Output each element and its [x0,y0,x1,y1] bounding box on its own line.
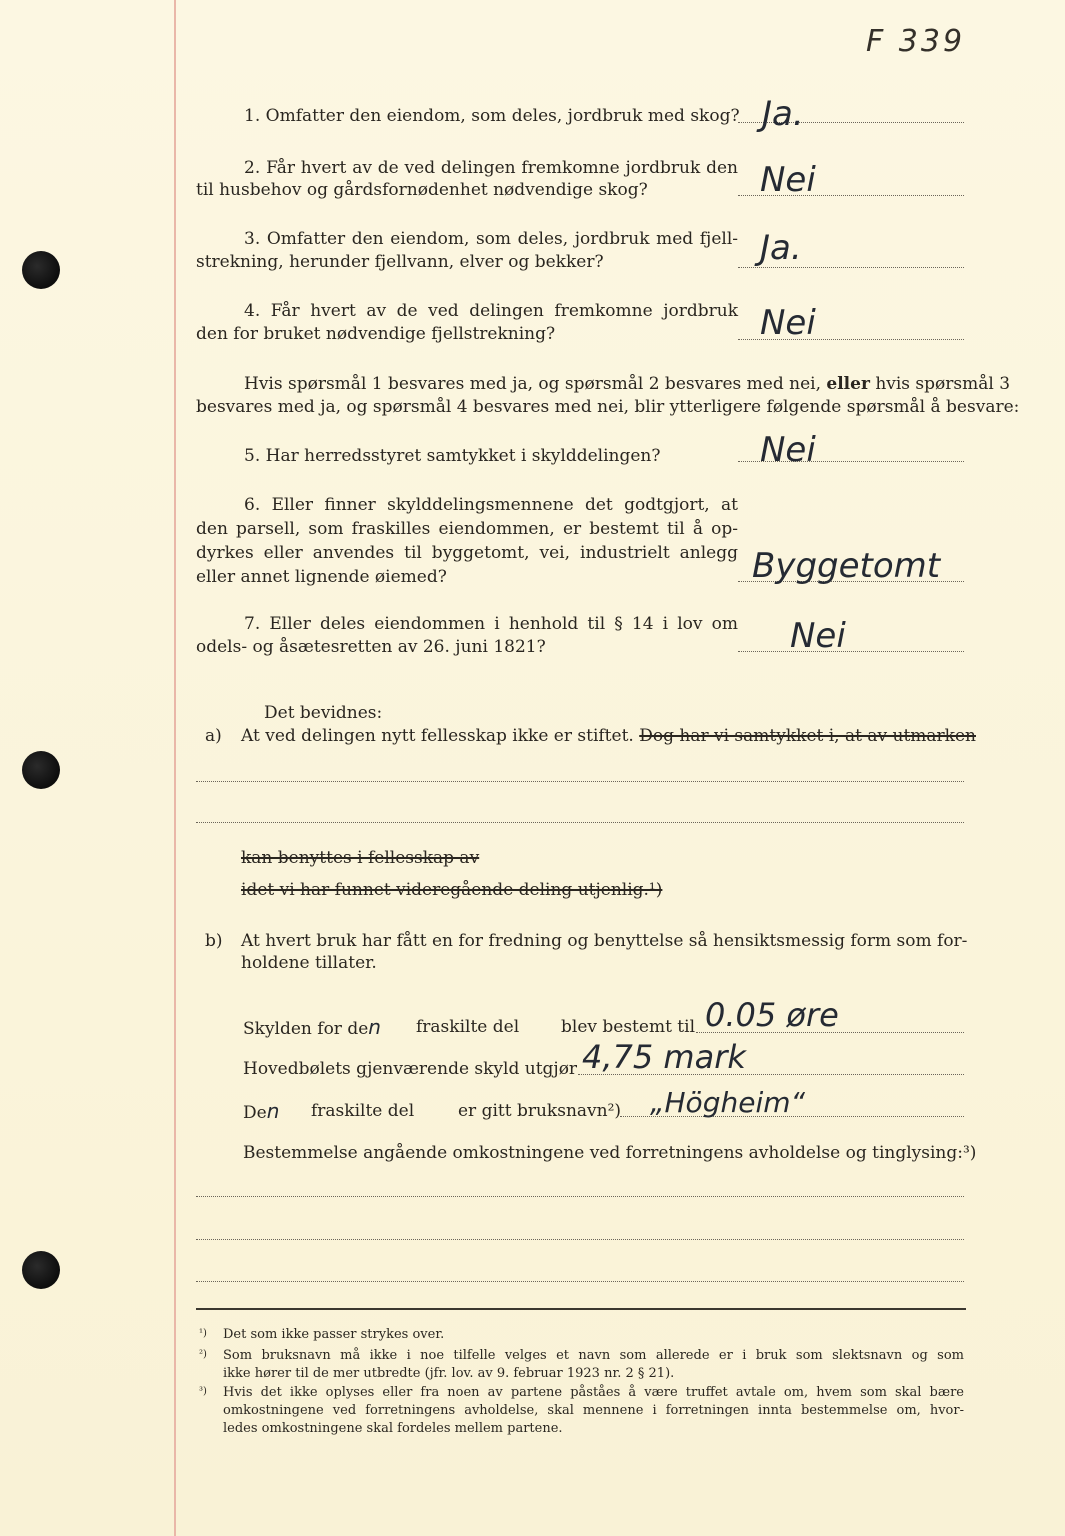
question-1: 1. Omfatter den eiendom, som deles, jordbruk med skog? [244,106,740,126]
attest-a-label: a) [205,726,222,746]
folio-number: F 339 [866,24,966,59]
skyld-row1-label2: fraskilte del [416,1017,520,1037]
question-6-line3: dyrkes eller anvendes til byggetomt, vei, industrielt anlegg [196,543,738,563]
attest-b-line2: holdene tillater. [241,953,377,973]
footnote-3-line1: Hvis det ikke oplyses eller fra noen av partene påståes å være truffet avtale om, hvem som skal bære [223,1385,964,1400]
conditional-line2: besvares med ja, og spørsmål 4 besvares med nei, blir ytterligere følgende spørsmål å besvare: [196,397,1020,417]
answer-5: Nei [760,430,816,470]
question-3-line2: strekning, herunder fjellvann, elver og bekker? [196,252,604,272]
blank-line-b3 [196,1281,964,1282]
question-6-line2: den parsell, som fraskilles eiendommen, er bestemt til å op- [196,519,738,539]
footnote-1-line1: Det som ikke passer strykes over. [223,1327,445,1342]
punch-hole-middle [22,751,60,789]
answer-7: Nei [790,616,846,656]
footnote-2-line1: Som bruksnavn må ikke i noe tilfelle velges et navn som allerede er i bruk som slektsnavn og som [223,1348,964,1363]
margin-rule [174,0,176,1536]
question-7-line2: odels- og åsætesretten av 26. juni 1821? [196,637,546,657]
blank-line-a2 [196,822,964,823]
punch-hole-bottom [22,1251,60,1289]
skyld-row3-label: Den [243,1099,280,1123]
blank-line-b2 [196,1239,964,1240]
footnote-3-mark: ³) [199,1386,207,1397]
footnote-1-mark: ¹) [199,1328,207,1339]
skyld-row3-label2: fraskilte del [311,1101,415,1121]
answer-line-7 [738,651,964,652]
skyld-row2-value: 4,75 mark [582,1038,746,1076]
question-4-line2: den for bruket nødvendige fjellstrekning? [196,324,556,344]
skyld-row3-value: „Högheim“ [650,1086,805,1119]
attest-a-text: At ved delingen nytt fellesskap ikke er stiftet. Dog har vi samtykket i, at av utmarken [241,726,976,746]
answer-3: Ja. [760,228,802,268]
attest-b-label: b) [205,931,223,951]
skyld-row1-label3: blev bestemt til [561,1017,696,1037]
question-6-line4: eller annet lignende øiemed? [196,567,447,587]
attest-b-line1: At hvert bruk har fått en for fredning og benyttelse så hensiktsmessig form som for- [241,931,968,951]
question-6-line1: 6. Eller finner skylddelingsmennene det godtgjort, at [244,495,738,515]
answer-1: Ja. [762,94,804,134]
footnote-2-line2: ikke hører til de mer utbredte (jfr. lov. av 9. februar 1923 nr. 2 § 21). [223,1366,675,1381]
punch-hole-top [22,251,60,289]
skyld-row2-label: Hovedbølets gjenværende skyld utgjør [243,1059,578,1079]
question-5: 5. Har herredsstyret samtykket i skylddelingen? [244,446,661,466]
footnote-3-line3: ledes omkostningene skal fordeles mellem partene. [223,1421,563,1436]
skyld-row3-label3: er gitt bruksnavn²) [458,1101,622,1121]
blank-line-b1 [196,1196,964,1197]
conditional-line1: Hvis spørsmål 1 besvares med ja, og spørsmål 2 besvares med nei, eller hvis spørsmål 3 [244,374,1011,394]
question-7-line1: 7. Eller deles eiendommen i henhold til § 14 i lov om [244,614,738,634]
question-3-line1: 3. Omfatter den eiendom, som deles, jordbruk med fjell- [244,229,738,249]
question-2-line1: 2. Får hvert av de ved delingen fremkomne jordbruk den [244,158,739,178]
skyld-row4-label: Bestemmelse angående omkostningene ved forretningens avholdelse og tinglysing:³) [243,1143,977,1163]
attest-heading: Det bevidnes: [264,703,383,723]
skyld-row1-value: 0.05 øre [705,996,839,1034]
skyld-row1-label: Skylden for den [243,1015,381,1039]
footnote-3-line2: omkostningene ved forretningens avholdelse, skal mennene i forretningen innta bestemmelse om, hvor- [223,1403,964,1418]
blank-line-a1 [196,781,964,782]
answer-4: Nei [760,303,816,343]
answer-6: Byggetomt [752,546,941,586]
struck-line-3: idet vi har funnet videregående deling utjenlig.¹) [241,880,663,900]
question-4-line1: 4. Får hvert av de ved delingen fremkomne jordbruk [244,301,738,321]
struck-line-2: kan benyttes i fellesskap av [241,848,480,868]
footnote-2-mark: ²) [199,1349,207,1360]
answer-2: Nei [760,160,816,200]
question-2-line2: til husbehov og gårdsfornødenhet nødvendige skog? [196,180,648,200]
footnote-separator [196,1308,966,1310]
